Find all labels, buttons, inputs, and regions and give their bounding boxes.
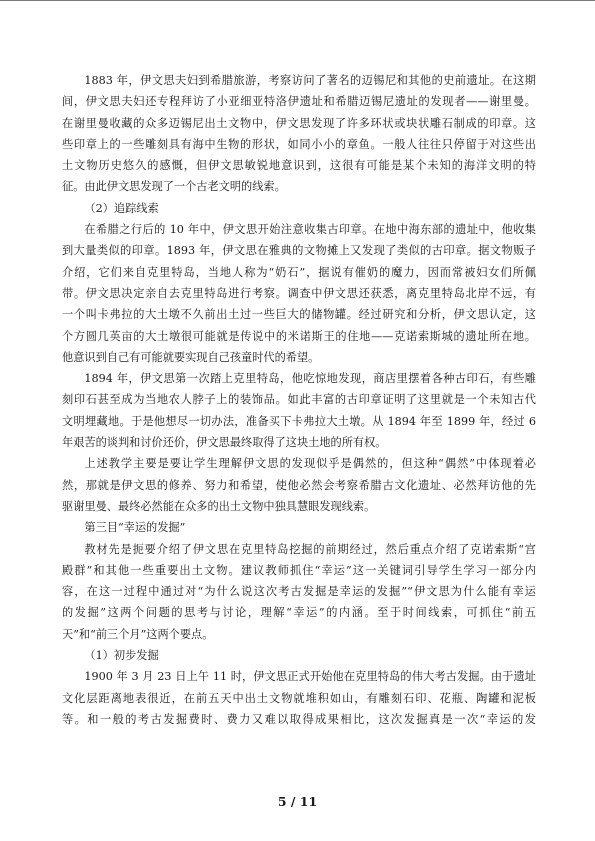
text-line: 第三目“幸运的发掘”	[84, 521, 186, 535]
text-line: 带。伊文思决定亲自去克里特岛进行考察。调查中伊文思还获悉，离克里特岛北岸不远，有	[62, 286, 536, 300]
text-line: 介绍，它们来自克里特岛，当地人称为“奶石”，据说有催奶的魔力，因而常被妇女们所佩	[62, 265, 536, 279]
text-line: 刻印石甚至成为当地农人脖子上的装饰品。如此丰富的古印章证明了这里就是一个未知古代	[62, 393, 536, 407]
text-line: 教材先是扼要介绍了伊文思在克里特岛挖掘的前期经过，然后重点介绍了克诺索斯“宫	[84, 542, 536, 556]
text-line: 等。和一般的考古发掘费时、费力又难以取得成果相比，这次发掘真是一次“幸运的发	[62, 712, 536, 726]
text-line: 殿群”和其他一些重要出土文物。建议教师抓住“幸运”这一关键词引导学生学习一部分内	[62, 563, 536, 577]
text-line: 上述教学主要是要让学生理解伊文思的发现似乎是偶然的，但这种“偶然”中体现着必	[84, 457, 536, 471]
text-line: 的发掘”这两个问题的思考与讨论，理解“幸运”的内涵。至于时间线索，可抓住“前五	[62, 606, 536, 620]
text-line: 1900 年 3 月 23 日上午 11 时，伊文思正式开始他在克里特岛的伟大考古发掘。由于遗址	[84, 670, 536, 684]
paragraph-collecting-seals	[62, 219, 536, 368]
paragraph-teaching-note	[62, 453, 536, 517]
paragraph-1900-excavation	[62, 666, 536, 730]
paragraph-1894-crete	[62, 368, 536, 453]
text-line: 个方圆几英亩的大土墩很可能就是传说中的米诺斯王的住地——克诺索斯城的遗址所在地。	[62, 329, 536, 343]
text-line: 天”和“前三个月”这两个要点。	[62, 627, 214, 641]
text-line: 在谢里曼收藏的众多迈锡尼出土文物中，伊文思发现了许多环状或块状雕石制成的印章。这	[62, 116, 536, 130]
subheading-initial-excavation	[62, 645, 536, 666]
document-body	[62, 70, 536, 730]
text-line: 间，伊文思夫妇还专程拜访了小亚细亚特洛伊遗址和希腊迈锡尼遗址的发现者——谢里曼。	[62, 95, 536, 109]
text-line: 1894 年，伊文思第一次踏上克里特岛，他吃惊地发现，商店里摆着各种古印石，有些雕	[84, 372, 536, 386]
text-line: （1）初步发掘	[84, 649, 159, 663]
subheading-tracking-clues	[62, 198, 536, 219]
text-line: 些印章上的一些雕刻具有海中生物的形状，如同小小的章鱼。一般人往往只停留于对这些出	[62, 137, 536, 151]
text-line: 容，在这一过程中通过对“为什么说这次考古发掘是幸运的发掘”“伊文思为什么能有幸运	[62, 585, 536, 599]
paragraph-textbook-intro	[62, 539, 536, 645]
text-line: 然，那就是伊文思的修养、努力和希望，使他必然会考察希腊古文化遗址、必然拜访他的先	[62, 478, 536, 492]
top-rule	[0, 0, 595, 1]
text-line: 一个叫卡弗拉的大土墩不久前出土过一些巨大的储物罐。经过研究和分析，伊文思认定，这	[62, 308, 536, 322]
text-line: 在希腊之行后的 10 年中，伊文思开始注意收集古印章。在地中海东部的遗址中，他收集	[84, 223, 536, 237]
paragraph-1883-trip	[62, 70, 536, 198]
text-line: 文明埋藏地。于是他想尽一切办法，准备买下卡弗拉大土墩。从 1894 年至 1899 年，经过 6	[62, 414, 536, 428]
text-line: 他意识到自己有可能就要实现自己孩童时代的希望。	[62, 350, 320, 364]
page-number: 5 / 11	[277, 794, 318, 809]
text-line: 1883 年，伊文思夫妇到希腊旅游，考察访问了著名的迈锡尼和其他的史前遗址。在这期	[84, 74, 536, 87]
text-line: 驱谢里曼、最终必然能在众多的出土文物中独具慧眼发现线索。	[62, 499, 376, 513]
text-line: 文化层距离地表很近，在前五天中出土文物就堆积如山，有雕刻石印、花瓶、陶罐和泥板	[62, 691, 536, 705]
text-line: 到大量类似的印章。1893 年，伊文思在雅典的文物摊上又发现了类似的古印章。据文物贩子	[62, 244, 536, 258]
text-line: 征。由此伊文思发现了一个古老文明的线索。	[62, 180, 286, 194]
text-line: （2）追踪线索	[84, 201, 159, 215]
section-heading-lucky-excavation	[62, 517, 536, 538]
text-line: 土文物历史悠久的感慨，但伊文思敏锐地意识到，这很有可能是某个未知的海洋文明的特	[62, 159, 536, 173]
text-line: 年艰苦的谈判和讨价还价，伊文思最终取得了这块土地的所有权。	[62, 436, 387, 450]
